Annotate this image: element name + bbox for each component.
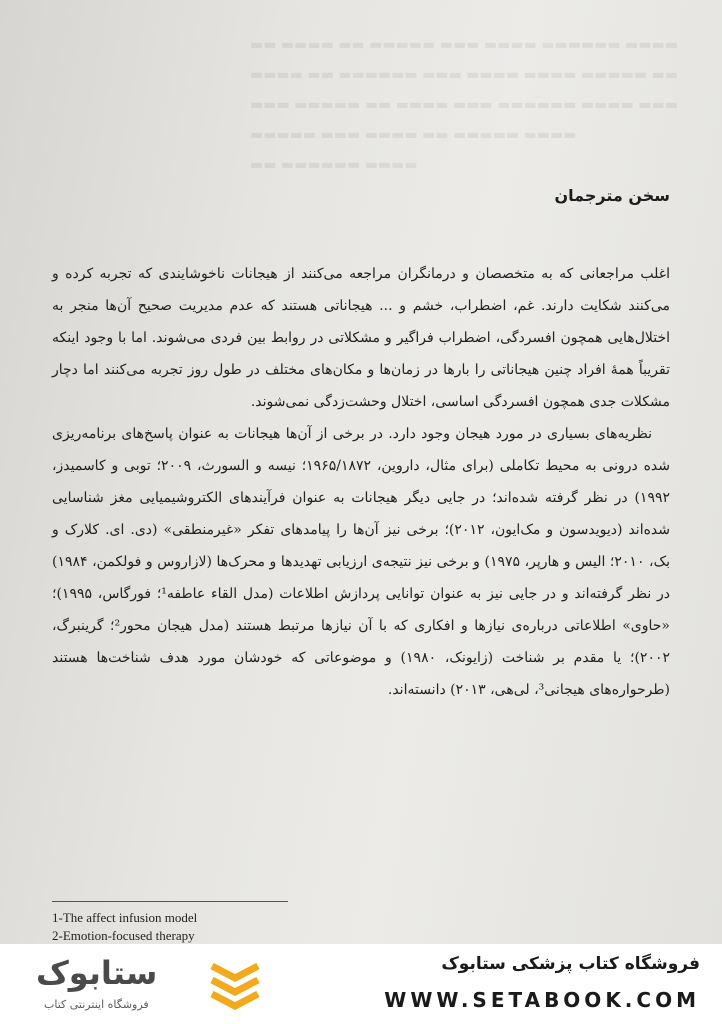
paragraph: نظریه‌های بسیاری در مورد هیجان وجود دارد. در برخی از آن‌ها هیجانات به عنوان پاسخ‌های برنامه‌ریزی شده درونی به محیط تکاملی (برای مثال، داروین، ۱۹۶۵/۱۸۷۲؛ نیسه و السورث، ۲۰۰۹؛ توبی و کاسمیدز، ۱۹۹۲) در نظر گرفته شده‌اند؛ در جایی دیگر هیجانات به عنوان فرآیندهای الکتروشیمیایی مغز شناسایی شده‌اند (دیویدسون و مک‌ایون، ۲۰۱۲)؛ برخی نیز آن‌ها را پیامدهای تفکر «غیرمنطقی» (دی. ای. کلارک و بک، ۲۰۱۰؛ الیس و هارپر، ۱۹۷۵) و برخی نیز نتیجه‌ی ارزیابی تهدیدها و محرک‌ها (لازاروس و فولکمن، ۱۹۸۴) در نظر گرفته‌اند و در جایی نیز به عنوان توانایی پردازش اطلاعات (مدل القاء عاطفه¹؛ فورگاس، ۱۹۹۵)؛ «حاوی» اطلاعاتی درباره‌ی نیازها و افکاری که با آن نیازها مرتبط هستند (مدل هیجان محور²؛ گرینبرگ، ۲۰۰۲)؛ یا مقدم بر شناخت (زایونک، ۱۹۸۰) و موضوعاتی که خودشان مورد هدف شناخت‌ها هستند (طرحواره‌های هیجانی³، لی‌هی، ۲۰۱۳) دانسته‌اند. bbox=[52, 426, 671, 698]
logo-subtitle: فروشگاه اینترنتی کتاب bbox=[44, 998, 149, 1011]
store-banner bbox=[0, 944, 722, 1024]
store-name: فروشگاه کتاب پزشکی ستابوک bbox=[441, 954, 700, 974]
footnote: 1-The affect infusion model bbox=[52, 910, 198, 925]
chevron-arrows-icon bbox=[206, 958, 264, 1014]
footnote-divider bbox=[52, 901, 288, 902]
store-website: WWW.SETABOOK.COM bbox=[384, 988, 700, 1012]
body-text bbox=[52, 258, 670, 706]
bleed-through-text: ▬▬ ▬▬▬▬ ▬▬ ▬▬▬▬▬ ▬▬▬ ▬▬▬▬ ▬▬▬▬▬▬ ▬▬▬▬ ▬▬▬▬ ▬▬ ▬▬▬▬▬▬ ▬▬▬ ▬▬▬▬ ▬▬▬▬ ▬▬▬▬▬ ▬▬ ▬▬▬ ▬▬▬▬▬ ▬▬ ▬▬▬▬ ▬▬▬ ▬▬▬▬▬▬ ▬▬▬▬ ▬▬▬ ▬▬▬▬▬ ▬▬▬ ▬▬▬▬ ▬▬ ▬▬▬▬▬ ▬▬▬▬ ▬▬ ▬▬▬▬▬▬ ▬▬▬▬ bbox=[250, 37, 678, 173]
section-heading: سخن مترجمان bbox=[554, 186, 670, 205]
store-logo bbox=[28, 952, 278, 1018]
footnote: 2-Emotion-focused therapy bbox=[52, 928, 195, 943]
paragraph: اغلب مراجعانی که به متخصصان و درمانگران مراجعه می‌کنند از هیجانات ناخوشایندی که تجربه کرده و می‌کنند شکایت دارند. غم، اضطراب، خشم و ... هیجاناتی هستند که عدم مدیریت صحیح آن‌ها منجر به اختلال‌هایی همچون افسردگی، اضطراب فراگیر و مشکلاتی در روابط بین فردی می‌شوند. اما با وجود اینکه تقریباً همهٔ افراد چنین هیجاناتی را بارها در زمان‌ها و مکان‌های مختلف در طول روز تجربه می‌کنند اما دچار مشکلات جدی همچون افسردگی اساسی، اختلال وحشت‌زدگی نمی‌شوند. bbox=[52, 266, 670, 410]
logo-wordmark: ستابوک bbox=[36, 954, 158, 992]
